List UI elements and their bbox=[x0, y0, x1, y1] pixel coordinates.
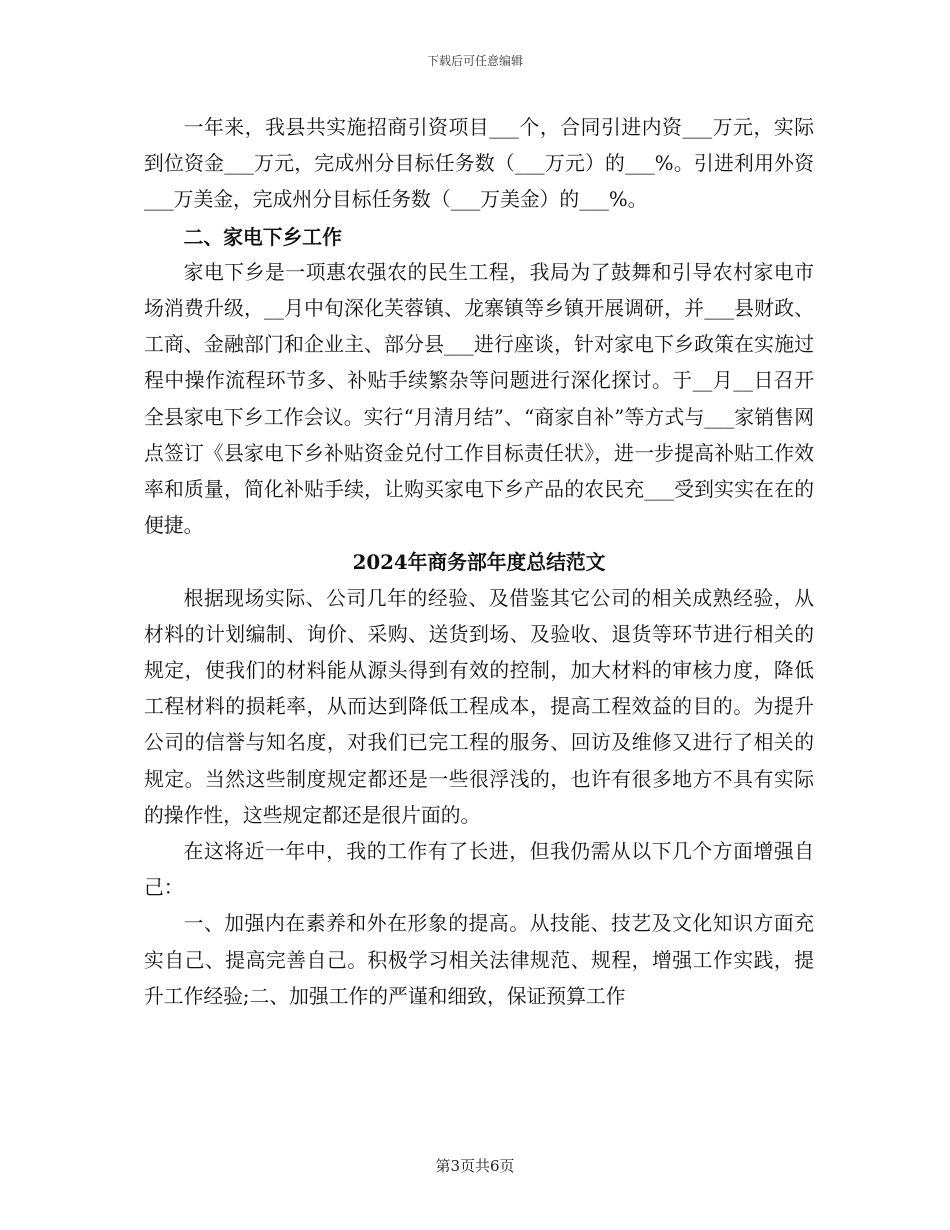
paragraph-appliances: 家电下乡是一项惠农强农的民生工程，我局为了鼓舞和引导农村家电市场消费升级，__月中旬深化芙蓉镇、龙寨镇等乡镇开展调研，并___县财政、工商、金融部门和企业主、部分县___进行座谈，针对家电下乡政策在实施过程中操作流程环节多、补贴手续繁杂等问题进行深化探讨。于__月__日召开全县家电下乡工作会议。实行“月清月结”、“商家自补”等方式与___家销售网点签订《县家电下乡补贴资金兑付工作目标责任状》，进一步提高补贴工作效率和质量，简化补贴手续，让购买家电下乡产品的农民充___受到实实在在的便捷。 bbox=[144, 260, 814, 538]
page-number: 第3页共6页 bbox=[435, 1157, 515, 1175]
document-title: 2024年商务部年度总结范文 bbox=[352, 550, 606, 575]
page-header: 下载后可任意编辑 bbox=[426, 54, 523, 68]
paragraph-improvement-intro: 在这将近一年中，我的工作有了长进，但我仍需从以下几个方面增强自己： bbox=[144, 840, 814, 900]
paragraph-materials: 根据现场实际、公司几年的经验、及借鉴其它公司的相关成熟经验，从材料的计划编制、询价、采购、送货到场、及验收、退货等环节进行相关的规定，使我们的材料能从源头得到有效的控制，加大材料的审核力度，降低工程材料的损耗率，从而达到降低工程成本，提高工程效益的目的。为提升公司的信誉与知名度，对我们已完工程的服务、回访及维修又进行了相关的规定。当然这些制度规定都还是一些很浮浅的，也许有很多地方不具有实际的操作性，这些规定都还是很片面的。 bbox=[144, 586, 814, 827]
section-heading-appliances: 二、家电下乡工作 bbox=[183, 224, 342, 249]
paragraph-improvement-items: 一、加强内在素养和外在形象的提高。从技能、技艺及文化知识方面充实自己、提高完善自己。积极学习相关法律规范、规程，增强工作实践，提升工作经验;二、加强工作的严谨和细致，保证预算工作 bbox=[144, 912, 814, 1008]
document-body bbox=[144, 110, 814, 1015]
paragraph-investment: 一年来，我县共实施招商引资项目___个，合同引进内资___万元，实际到位资金___万元，完成州分目标任务数（___万元）的___%。引进利用外资___万美金，完成州分目标任务数（___万美金）的___%。 bbox=[144, 116, 814, 212]
